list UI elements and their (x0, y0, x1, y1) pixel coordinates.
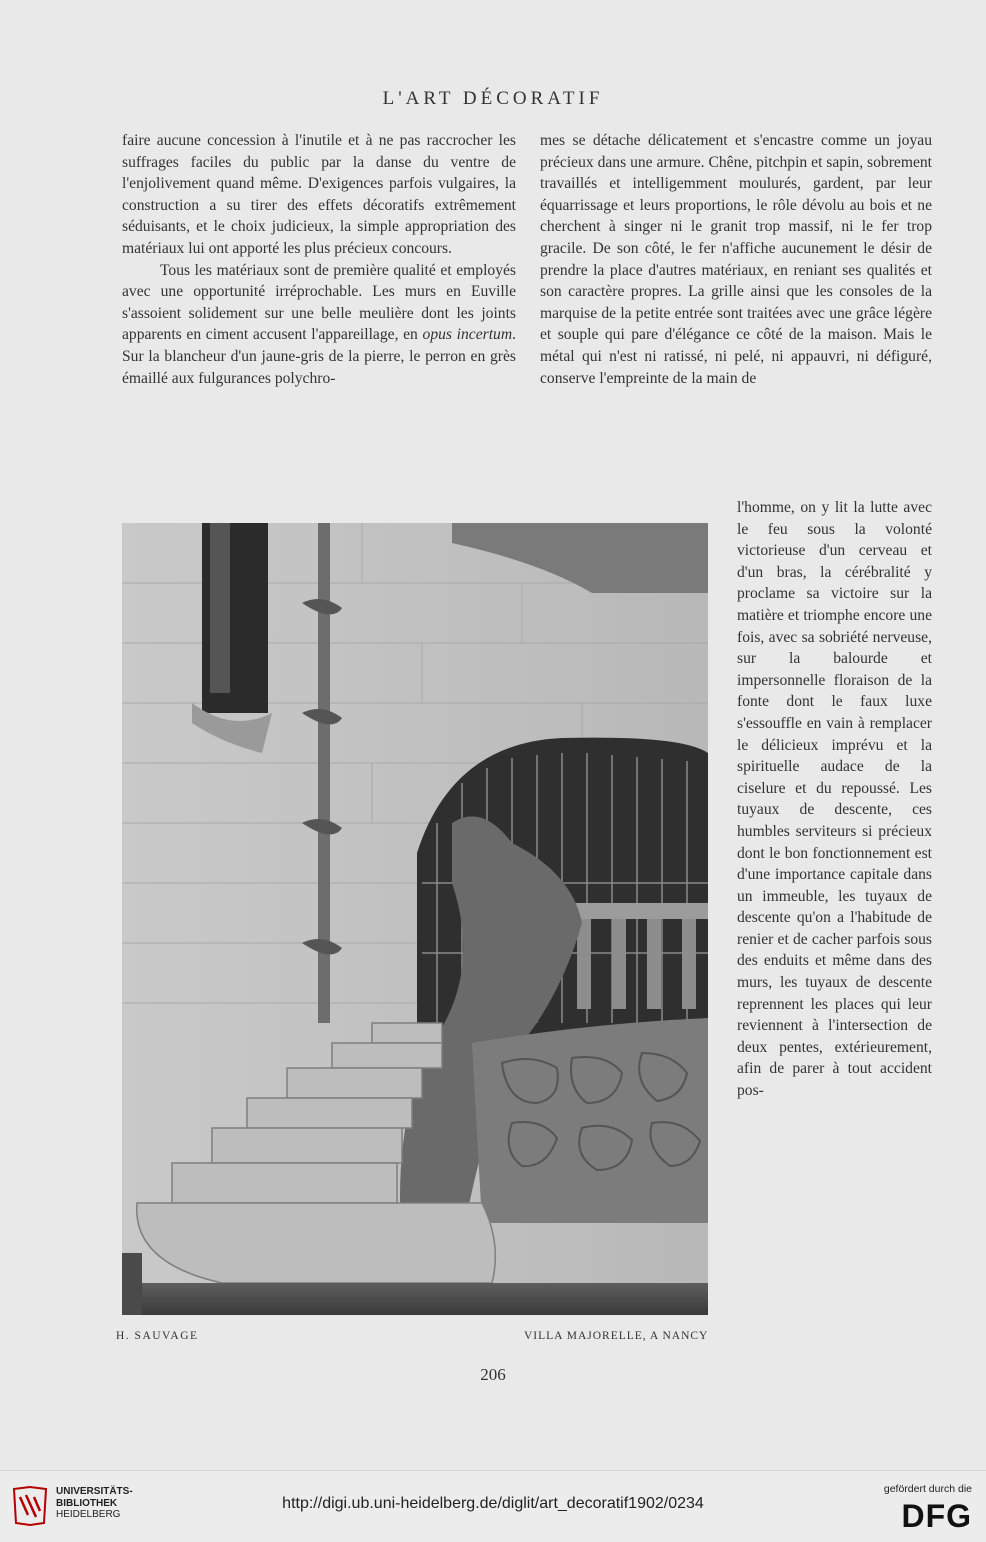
italic-term: opus incertum (422, 326, 513, 344)
left-column (122, 130, 516, 389)
footer-bar (0, 1470, 986, 1542)
permalink-url[interactable]: http://digi.ub.uni-heidelberg.de/diglit/art_decoratif1902/0234 (282, 1495, 704, 1512)
university-name: UNIVERSITÄTS- BIBLIOTHEK HEIDELBERG (56, 1486, 133, 1520)
dfg-logo: DFG (901, 1498, 972, 1534)
photo-credit: H. SAUVAGE (116, 1330, 199, 1342)
running-title: L'ART DÉCORATIF (382, 88, 604, 109)
paragraph-2: Tous les matériaux sont de première qualité et employés avec une opportunité irréprochable. Les murs en Euville s'assoient solidement sur une belle meulière dont les joints apparents en ciment accusent l'appareillage, en opus incertum. Sur la blancheur d'un jaune-gris de la pierre, le perron en grès émaillé aux fulgurances polychro- (122, 261, 516, 387)
staircase-photo-illustration (122, 523, 708, 1315)
page-number: 206 (480, 1365, 506, 1384)
paragraph-1: faire aucune concession à l'inutile et à ne pas raccrocher les suffrages faciles du public par la danse du ventre de l'enjolivement quand même. D'exigences parfois vulgaires, la construction a su tirer des effets décoratifs extrêmement séduisants, et le choix judicieux, la simple appropriation des matériaux lui ont apporté les plus précieux concours. (122, 132, 516, 257)
villa-photograph (122, 523, 708, 1315)
funding-label: gefördert durch die (883, 1483, 972, 1495)
narrow-paragraph: l'homme, on y lit la lutte avec le feu sous la volonté victorieuse d'un cerveau et d'un bras, la cérébralité y proclame sa victoire sur la matière et triomphe encore une fois, avec sa sobriété nerveuse, sur la balourde et impersonnelle floraison de la fonte dont le faux luxe s'essouffle en vain à remplacer le délicieux imprévu et la spirituelle audace de la ciselure et du repoussé. Les tuyaux de descente, ces humbles serviteurs si précieux dont le bon fonctionnement est d'une importance capitale dans un immeuble, les tuyaux de descente qu'on a l'habitude de renier et de cacher parfois sous des enduits et même dans des murs, les tuyaux de descente reprennent les places qui leur reviennent à l'intersection de deux pentes, extérieurement, afin de parer à tout accident pos- (737, 499, 932, 1100)
photo-caption: VILLA MAJORELLE, A NANCY (524, 1330, 709, 1342)
right-column-top (540, 130, 932, 389)
right-column-narrow (737, 497, 932, 1102)
right-paragraph: mes se détache délicatement et s'encastre comme un joyau précieux dans une armure. Chêne, pitchpin et sapin, sobrement travaillés et intelligemment moulurés, gardent, par leur équarrissage et leurs proportions, le rôle dévolu au bois et ne cherchent à singer ni le granit trop massif, ni le fer trop gracile. De son côté, le fer n'affiche aucunement le désir de prendre la place d'autres matériaux, en reniant ses qualités et son caractère propres. La grille ainsi que les consoles de la marquise de la petite entrée sont traitées avec une grâce légère et souple qui pare d'élégance ce côté de la maison. Mais le métal qui n'est ni ratissé, ni pelé, ni appauvri, ni défiguré, conserve l'empreinte de la main de (540, 132, 932, 387)
